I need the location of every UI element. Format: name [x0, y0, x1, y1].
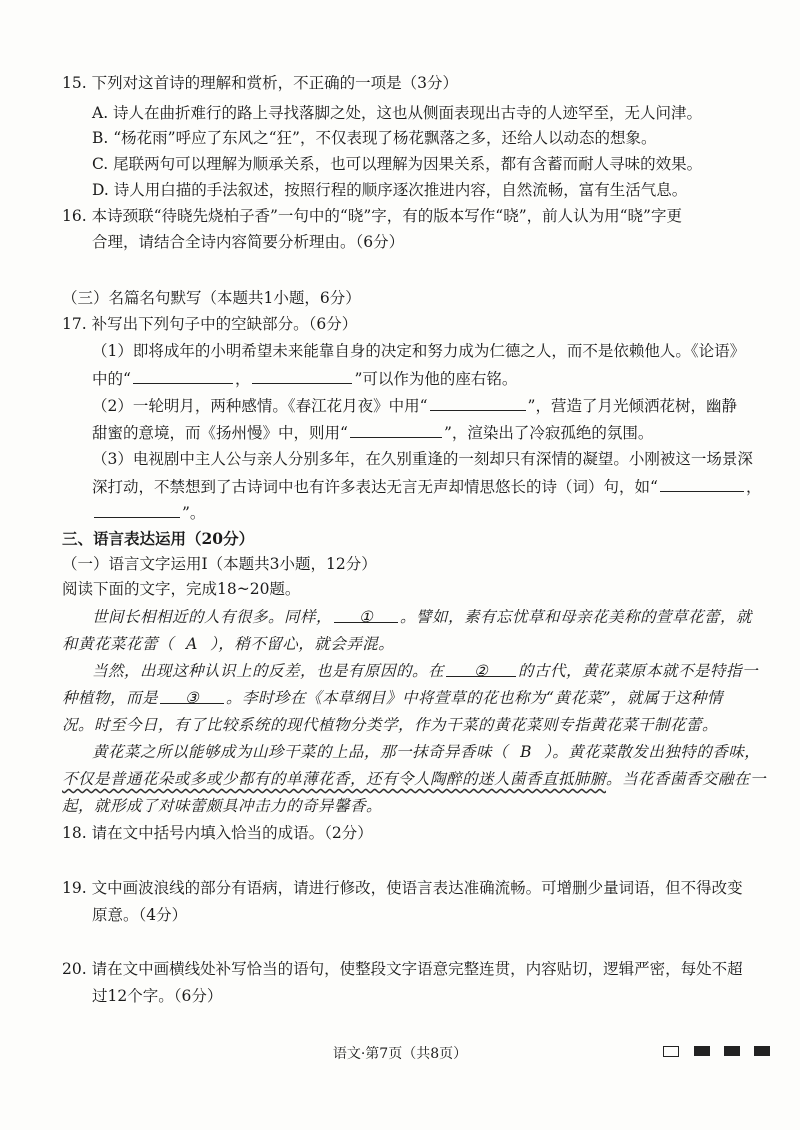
answer-blank[interactable] [252, 367, 352, 384]
q17-part3-line1: （3）电视剧中主人公与亲人分别多年，在久别重逢的一刻却只有深情的凝望。小刚被这一场景深 [92, 450, 753, 468]
answer-blank[interactable] [94, 501, 180, 518]
passage-line7: 不仅是普通花朵或多或少都有的单薄花香，还有令人陶醉的迷人菌香直抵肺腑。当花香菌香交融在一 [62, 770, 767, 788]
passage-line2: 和黄花菜花蕾（ A ），稍不留心，就会弄混。 [62, 635, 395, 653]
q19-line2: 原意。（4分） [92, 906, 188, 924]
q20-line2: 过12个字。（6分） [92, 987, 223, 1005]
q17-part2-line1: （2）一轮明月，两种感情。《春江花月夜》中用“ ”，营造了月光倾洒花树，幽静 [92, 394, 737, 417]
registration-mark [724, 1046, 740, 1056]
q17-part3-line2: 深打动，不禁想到了古诗词中也有许多表达无言无声却情思悠长的诗（词）句，如“ ， [92, 475, 761, 498]
bracket-a[interactable]: A [186, 635, 198, 653]
passage-line3: 当然，出现这种认识上的反差，也是有原因的。在 ② 的古代，黄花菜原本就不是特指一 [92, 662, 759, 680]
q20-line1: 20. 请在文中画横线处补写恰当的语句，使整段文字语意完整连贯，内容贴切，逻辑严密，每处不超 [62, 960, 743, 978]
subsection1-title: （一）语言文字运用Ⅰ（本题共3小题，12分） [62, 555, 377, 573]
q16-line2: 合理，请结合全诗内容简要分析理由。（6分） [92, 233, 405, 251]
q15-option-b: B. “杨花雨”呼应了东风之“狂”，不仅表现了杨花飘落之多，还给人以动态的想象。 [92, 129, 657, 147]
passage-line8: 起，就形成了对味蕾颇具冲击力的奇异馨香。 [62, 797, 383, 815]
q17-stem: 17. 补写出下列句子中的空缺部分。（6分） [62, 315, 358, 333]
q15-option-a: A. 诗人在曲折难行的路上寻找落脚之处，这也从侧面表现出古寺的人迹罕至，无人问津。 [92, 104, 703, 122]
blank-2[interactable]: ② [446, 660, 516, 677]
q17-part3-line3: ”。 [92, 501, 205, 524]
q19-line1: 19. 文中画波浪线的部分有语病，请进行修改，使语言表达准确流畅。可增删少量词语，但不得改变 [62, 879, 743, 897]
answer-blank[interactable] [430, 394, 526, 411]
passage-line6: 黄花菜之所以能够成为山珍干菜的上品，那一抹奇异香味（ B ）。黄花菜散发出独特的香味， [92, 743, 761, 761]
q17-part2-line2: 甜蜜的意境，而《扬州慢》中，则用“ ”，渲染出了冷寂孤绝的氛围。 [92, 421, 653, 444]
section-famous-lines-title: （三）名篇名句默写（本题共1小题，6分） [62, 289, 361, 307]
q17-part1-line2: 中的“ ， ”可以作为他的座右铭。 [92, 367, 517, 390]
blank-3[interactable]: ③ [160, 687, 224, 704]
answer-blank[interactable] [133, 367, 233, 384]
page-footer: 语文·第7页（共8页） [332, 1046, 468, 1062]
q16-line1: 16. 本诗颈联“待晓先烧柏子香”一句中的“晓”字，有的版本写作“晓”，前人认为用“晓”字更 [62, 207, 682, 225]
bracket-b[interactable]: B [520, 743, 532, 761]
registration-mark [694, 1046, 710, 1056]
passage-line5: 况。时至今日，有了比较系统的现代植物分类学，作为干菜的黄花菜则专指黄花菜干制花蕾。 [62, 716, 719, 734]
q17-part1-line1: （1）即将成年的小明希望未来能靠自身的决定和努力成为仁德之人，而不是依赖他人。《论语》 [92, 342, 746, 360]
registration-mark-open [663, 1046, 679, 1057]
part3-title: 三、语言表达运用（20分） [62, 529, 255, 548]
blank-1[interactable]: ① [334, 606, 398, 623]
registration-mark [754, 1046, 770, 1056]
answer-blank[interactable] [350, 421, 442, 438]
passage-line4: 种植物，而是 ③ 。李时珍在《本草纲目》中将萱草的花也称为“黄花菜”，就属于这种情 [62, 689, 723, 707]
answer-blank[interactable] [660, 475, 744, 492]
reading-instruction: 阅读下面的文字，完成18~20题。 [62, 580, 301, 598]
q15-option-c: C. 尾联两句可以理解为顺承关系，也可以理解为因果关系，都有含蓄而耐人寻味的效果。 [92, 155, 703, 173]
q18-stem: 18. 请在文中括号内填入恰当的成语。（2分） [62, 824, 373, 842]
wavy-underlined-sentence: 不仅是普通花朵或多或少都有的单薄花香，还有令人陶醉的迷人菌香直抵肺腑 [62, 770, 607, 788]
passage-line1: 世间长相相近的人有很多。同样， ① 。譬如，素有忘忧草和母亲花美称的萱草花蕾，就 [92, 608, 753, 626]
q15-stem: 15. 下列对这首诗的理解和赏析，不正确的一项是（3分） [62, 74, 458, 92]
q15-option-d: D. 诗人用白描的手法叙述，按照行程的顺序逐次推进内容，自然流畅，富有生活气息。 [92, 181, 688, 199]
